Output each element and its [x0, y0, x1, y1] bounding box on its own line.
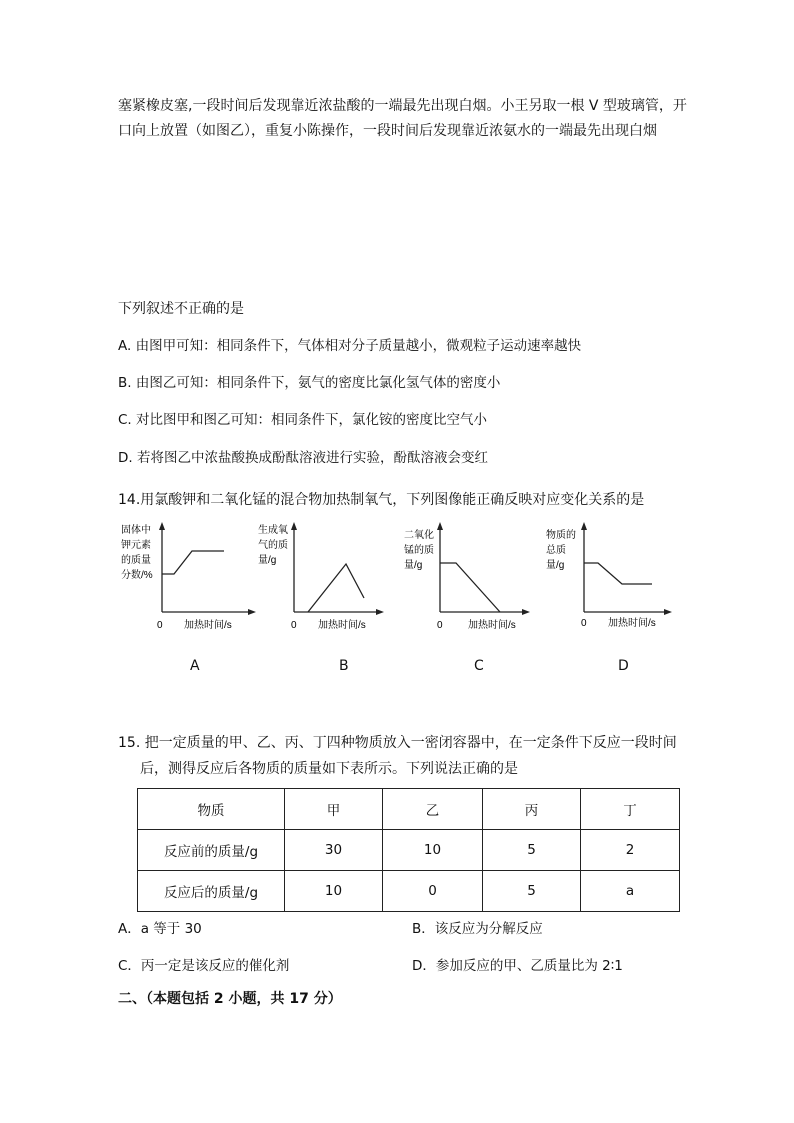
q15-option-b: B．该反应为分解反应 [412, 921, 543, 937]
q15-option-d: D．参加反应的甲、乙质量比为 2∶1 [412, 958, 623, 974]
graph-b-letter: B [339, 658, 349, 674]
intro-line-2: 口向上放置（如图乙），重复小陈操作，一段时间后发现靠近浓氨水的一端最先出现白烟 [118, 123, 657, 139]
graph-c-ylabel-2: 量/g [404, 560, 423, 571]
table-cell: 10 [285, 871, 383, 912]
graph-c-origin: 0 [437, 620, 443, 631]
graph-a-ylabel-0: 固体中 [121, 525, 151, 536]
graph-a-svg [120, 520, 260, 640]
q13-option-d: D. 若将图乙中浓盐酸换成酚酞溶液进行实验，酚酞溶液会变红 [118, 450, 488, 466]
q15-option-c: C．丙一定是该反应的催化剂 [118, 958, 290, 974]
graph-a-ylabel-3: 分数/% [121, 570, 153, 581]
table-cell: 10 [383, 830, 483, 871]
table-cell: 0 [383, 871, 483, 912]
q13-option-c: C. 对比图甲和图乙可知：相同条件下，氯化铵的密度比空气小 [118, 412, 488, 428]
table-cell: 30 [285, 830, 383, 871]
graph-c-xlabel: 加热时间/s [468, 620, 516, 631]
graph-b [256, 520, 396, 640]
graph-b-ylabel-1: 气的质 [258, 540, 288, 551]
intro-line-1: 塞紧橡皮塞,一段时间后发现靠近浓盐酸的一端最先出现白烟。小王另取一根 V 型玻璃管，开 [118, 98, 687, 114]
table-header-cell: 丁 [581, 789, 680, 830]
graph-b-ylabel-2: 量/g [258, 555, 277, 566]
graph-c-svg [402, 520, 542, 640]
q13-stem: 下列叙述不正确的是 [118, 301, 244, 317]
graph-a [120, 520, 260, 640]
graph-c-ylabel-0: 二氧化 [404, 530, 434, 541]
graph-d [544, 520, 684, 640]
table-row [138, 871, 680, 912]
section-2-heading: 二、（本题包括 2 小题，共 17 分） [118, 991, 342, 1007]
graph-c-letter: C [474, 658, 484, 674]
graph-d-letter: D [618, 658, 629, 674]
table-header-cell: 乙 [383, 789, 483, 830]
q15-stem-line-2: 后，测得反应后各物质的质量如下表所示。下列说法正确的是 [140, 761, 518, 777]
table-header-cell: 物质 [138, 789, 285, 830]
table-cell: 反应前的质量/g [138, 830, 285, 871]
graph-a-xlabel: 加热时间/s [184, 620, 232, 631]
graph-b-svg [256, 520, 396, 640]
table-cell: 5 [483, 830, 581, 871]
table-cell: a [581, 871, 680, 912]
graph-c-ylabel-1: 锰的质 [404, 545, 434, 556]
graph-a-curve [162, 551, 224, 574]
q15-option-a: A．a 等于 30 [118, 921, 202, 937]
q13-option-b: B. 由图乙可知：相同条件下，氨气的密度比氯化氢气体的密度小 [118, 375, 501, 391]
graph-b-ylabel-0: 生成氧 [258, 525, 288, 536]
graph-b-curve [308, 564, 364, 612]
graph-a-origin: 0 [157, 620, 163, 631]
graph-d-xlabel: 加热时间/s [608, 618, 656, 629]
table-header-row [138, 789, 680, 830]
q15-table [137, 788, 680, 912]
graph-a-letter: A [190, 658, 200, 674]
graph-c [402, 520, 542, 640]
graph-d-ylabel-1: 总质 [546, 545, 566, 556]
graph-d-ylabel-2: 量/g [546, 560, 565, 571]
table-header-cell: 甲 [285, 789, 383, 830]
graph-d-svg [544, 520, 684, 640]
q13-option-a: A. 由图甲可知：相同条件下，气体相对分子质量越小，微观粒子运动速率越快 [118, 338, 582, 354]
graph-d-origin: 0 [581, 618, 587, 629]
q15-stem-line-1: 15. 把一定质量的甲、乙、丙、丁四种物质放入一密闭容器中，在一定条件下反应一段时间 [118, 735, 677, 751]
table-cell: 2 [581, 830, 680, 871]
graph-c-curve [440, 563, 500, 612]
table-header-cell: 丙 [483, 789, 581, 830]
graph-d-ylabel-0: 物质的 [546, 530, 576, 541]
graph-b-xlabel: 加热时间/s [318, 620, 366, 631]
table-cell: 5 [483, 871, 581, 912]
table-cell: 反应后的质量/g [138, 871, 285, 912]
graph-a-ylabel-2: 的质量 [121, 555, 151, 566]
graph-b-origin: 0 [291, 620, 297, 631]
table-row [138, 830, 680, 871]
q14-stem: 14.用氯酸钾和二氧化锰的混合物加热制氧气，下列图像能正确反映对应变化关系的是 [118, 492, 645, 508]
graph-a-ylabel-1: 钾元素 [121, 540, 151, 551]
graph-d-curve [584, 563, 652, 584]
